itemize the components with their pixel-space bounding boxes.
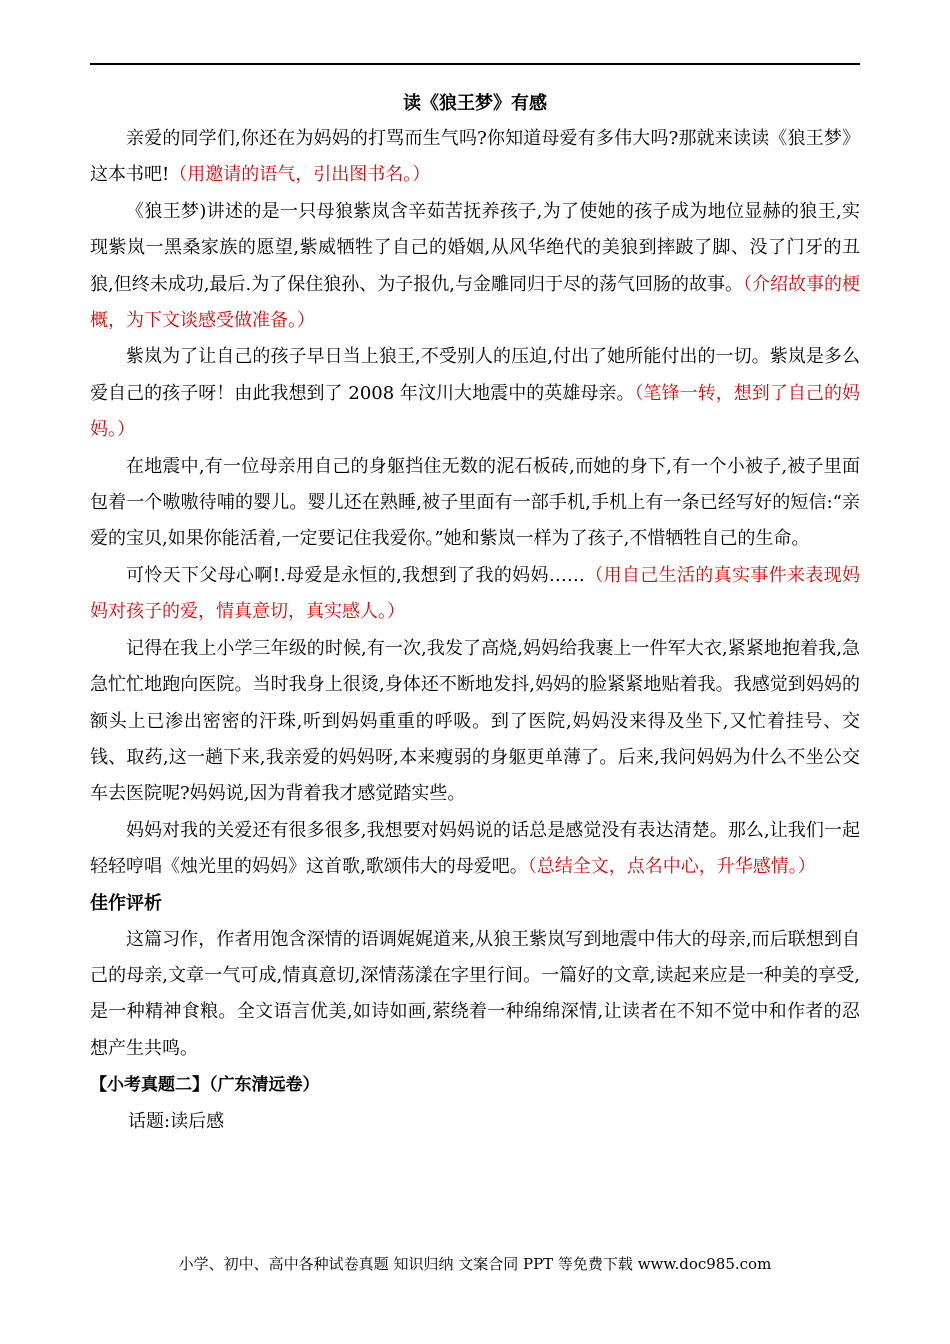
- exam-heading: 【小考真题二】（广东清远卷）: [90, 1075, 320, 1096]
- exam-topic: 话题:读后感: [128, 1111, 225, 1133]
- essay-title: 读《狼王梦》有感: [403, 93, 547, 114]
- paragraph-5: [90, 558, 860, 631]
- annotation-note: （总结全文，点名中心，升华感情。）: [527, 856, 816, 878]
- paragraph-4: [90, 449, 860, 558]
- annotation-note: （用邀请的语气，引出图书名。）: [169, 164, 431, 186]
- annotation-note: （介绍故事的梗概，为下文谈感受做准备。）: [90, 273, 860, 332]
- paragraph-1: [90, 121, 860, 194]
- paragraph-3: [90, 339, 860, 448]
- paragraph-text: 可怜天下父母心啊!.母爱是永恒的,我想到了我的妈妈……: [126, 564, 585, 586]
- footer-download-notice: 小学、初中、高中各种试卷真题 知识归纳 文案合同 PPT 等免费下载 www.doc985.com: [178, 1255, 772, 1273]
- paragraph-6: [90, 631, 860, 813]
- paragraph-text: 紫岚为了让自己的孩子早日当上狼王,不受别人的压迫,付出了她所能付出的一切。紫岚是多么爱自己的孩子呀！由此我想到了 2008 年汶川大地震中的英雄母亲。: [90, 346, 860, 404]
- paragraph-7: [90, 813, 860, 886]
- document-body: [90, 91, 860, 1141]
- annotation-note: （用自己生活的真实事件来表现妈妈对孩子的爱，情真意切，真实感人。）: [90, 564, 860, 623]
- review-heading: 佳作评析: [90, 892, 162, 914]
- paragraph-text: 妈妈对我的关爱还有很多很多,我想要对妈妈说的话总是感觉没有表达清楚。那么,让我们一起轻轻哼唱《烛光里的妈妈》这首歌,歌颂伟大的母爱吧。: [90, 819, 860, 878]
- paragraph-text: 在地震中,有一位母亲用自己的身躯挡住无数的泥石板砖,而她的身下,有一个小被子,被子里面包着一个嗷嗷待哺的婴儿。婴儿还在熟睡,被子里面有一部手机,手机上有一条已经写好的短信:“亲爱的宝贝,如果你能活着,一定要记住我爱你。”她和紫岚一样为了孩子,不惜牺牲自己的生命。: [90, 455, 860, 550]
- paragraph-text: 《狼王梦)讲述的是一只母狼紫岚含辛茹苦抚养孩子,为了使她的孩子成为地位显赫的狼王,实现紫岚一黑桑家族的愿望,紫威牺牲了自己的婚姻,从风华绝代的美狼到摔跛了脚、没了门牙的丑狼,但终未成功,最后.为了保住狼孙、为子报仇,与金雕同归于尽的荡气回肠的故事。: [90, 200, 860, 295]
- paragraph-2: [90, 194, 860, 340]
- paragraph-text: 亲爱的同学们,你还在为妈妈的打骂而生气吗?你知道母爱有多伟大吗?那就来读读《狼王梦》这本书吧!: [90, 128, 860, 186]
- paragraph-text: 记得在我上小学三年级的时候,有一次,我发了高烧,妈妈给我裹上一件军大衣,紧紧地抱着我,急急忙忙地跑向医院。当时我身上很烫,身体还不断地发抖,妈妈的脸紧紧地贴着我。我感觉到妈妈的额头上已渗出密密的汗珠,听到妈妈重重的呼吸。到了医院,妈妈没来得及坐下,又忙着挂号、交钱、取药,这一趟下来,我亲爱的妈妈呀,本来瘦弱的身躯更单薄了。后来,我问妈妈为什么不坐公交车去医院呢?妈妈说,因为背着我才感觉踏实些。: [90, 637, 860, 805]
- review-paragraph: 这篇习作，作者用饱含深情的语调娓娓道来,从狼王紫岚写到地震中伟大的母亲,而后联想到自己的母亲,文章一气可成,情真意切,深情荡漾在字里行间。一篇好的文章,读起来应是一种美的享受,是一种精神食粮。全文语言优美,如诗如画,萦绕着一种绵绵深情,让读者在不知不觉中和作者的忍想产生共鸣。: [90, 928, 860, 1059]
- annotation-note: （笔锋一转，想到了自己的妈妈。）: [90, 382, 861, 441]
- header-rule: [90, 63, 860, 65]
